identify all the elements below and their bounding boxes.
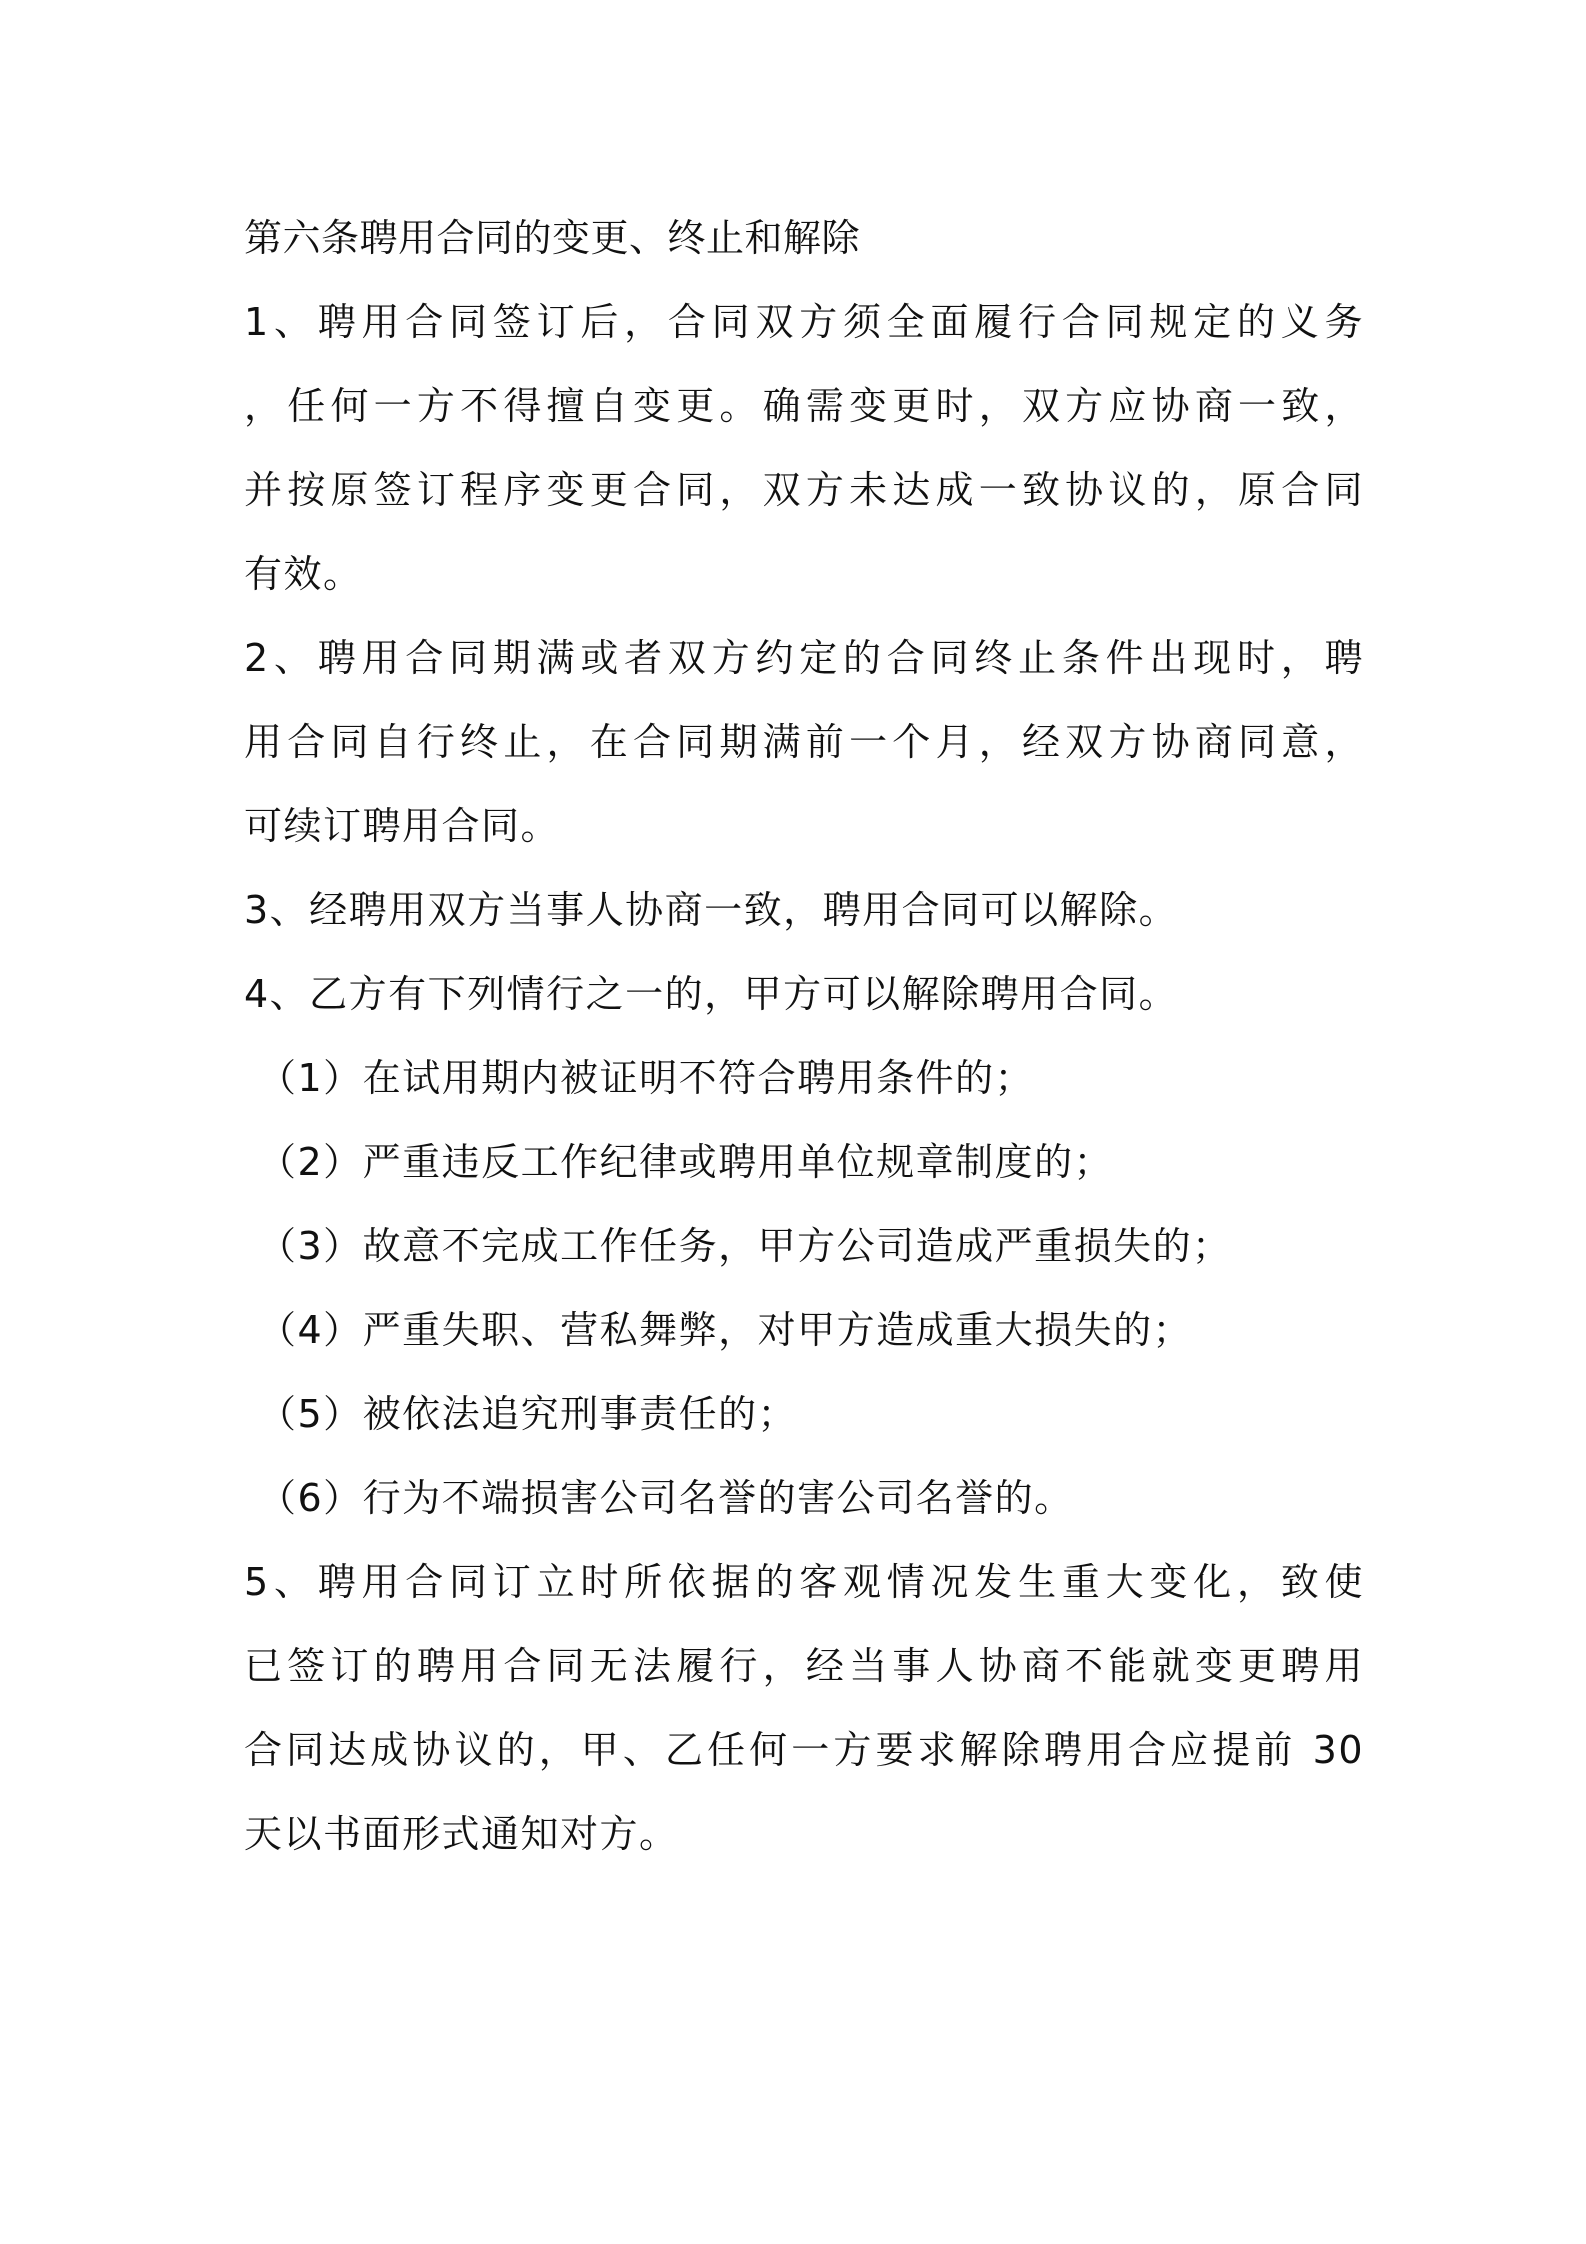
clause-4-item-6: （6）行为不端损害公司名誉的害公司名誉的。 <box>258 1476 1074 1520</box>
clause-3 <box>244 868 1364 952</box>
clause-3-line-1: 3、经聘用双方当事人协商一致，聘用合同可以解除。 <box>244 888 1179 932</box>
clause-5-line-2: 已签订的聘用合同无法履行，经当事人协商不能就变更聘用 <box>244 1644 1364 1688</box>
clause-5-line-1: 5、聘用合同订立时所依据的客观情况发生重大变化，致使 <box>244 1560 1364 1604</box>
clause-2 <box>244 616 1364 868</box>
clause-1-line-4: 有效。 <box>244 552 363 596</box>
clause-1 <box>244 280 1364 616</box>
clause-5-line-3: 合同达成协议的，甲、乙任何一方要求解除聘用合应提前 30 <box>244 1728 1364 1772</box>
clause-2-line-1: 2、聘用合同期满或者双方约定的合同终止条件出现时，聘 <box>244 636 1364 680</box>
clause-4-intro: 4、乙方有下列情行之一的，甲方可以解除聘用合同。 <box>244 972 1179 1016</box>
section-title: 第六条聘用合同的变更、终止和解除 <box>244 216 861 260</box>
clause-1-line-1: 1、聘用合同签订后，合同双方须全面履行合同规定的义务 <box>244 300 1364 344</box>
clause-4 <box>244 952 1364 1540</box>
clause-4-item-5: （5）被依法追究刑事责任的； <box>258 1392 798 1436</box>
clause-4-item-1: （1）在试用期内被证明不符合聘用条件的； <box>258 1056 1035 1100</box>
document-body <box>244 196 1364 1876</box>
clause-4-item-3: （3）故意不完成工作任务，甲方公司造成严重损失的； <box>258 1224 1232 1268</box>
clause-1-line-2: ，任何一方不得擅自变更。确需变更时，双方应协商一致， <box>244 384 1364 428</box>
clause-4-item-4: （4）严重失职、营私舞弊，对甲方造成重大损失的； <box>258 1308 1193 1352</box>
clause-2-line-2: 用合同自行终止，在合同期满前一个月，经双方协商同意， <box>244 720 1364 764</box>
clause-5-line-4: 天以书面形式通知对方。 <box>244 1812 679 1856</box>
clause-5 <box>244 1540 1364 1876</box>
clause-2-line-3: 可续订聘用合同。 <box>244 804 561 848</box>
clause-1-line-3: 并按原签订程序变更合同，双方未达成一致协议的，原合同 <box>244 468 1364 512</box>
clause-4-item-2: （2）严重违反工作纪律或聘用单位规章制度的； <box>258 1140 1114 1184</box>
